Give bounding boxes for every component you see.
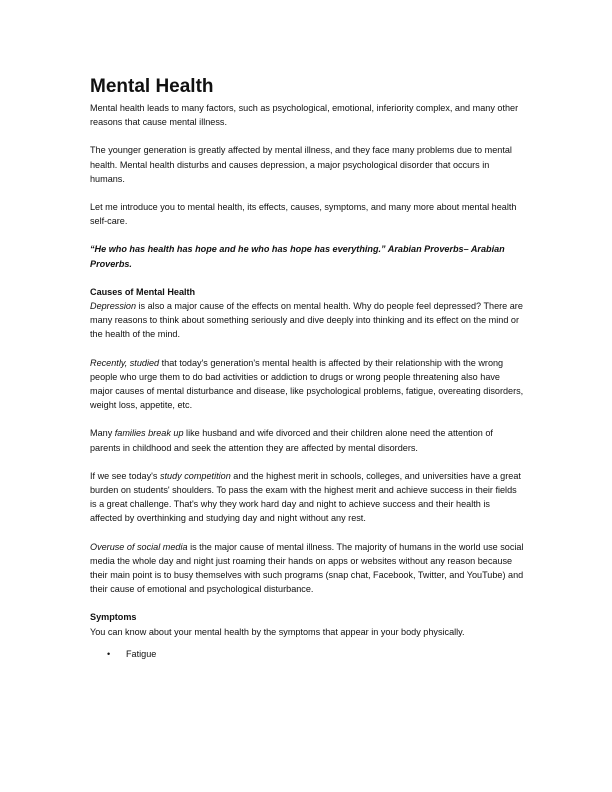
paragraph-text: is the major cause of mental illness. The majority of humans in the world use social media the whole day and night just roaming their hands on apps or websites without any reason because their main point is to busy themselves with such programs (snap chat, Facebook, Twitter, and YouTube) and their cause of emotional and psychological disturbance. (90, 541, 524, 595)
intro-paragraph-3: Let me introduce you to mental health, its effects, causes, symptoms, and many more about mental health self-care. (90, 202, 517, 227)
symptoms-intro: You can know about your mental health by the symptoms that appear in your body physically. (90, 626, 465, 637)
emphasis-text: Recently, studied (90, 357, 160, 368)
paragraph-text: and the highest merit in schools, colleges, and universities have a great burden on students' shoulders. To pass the exam with the highest merit and achieve success in their fields is a great challenge. That's why they work hard day and night to achieve success and their health is affected by overthinking and studying day and night without any rest. (90, 470, 521, 524)
cause-paragraph-families (90, 426, 524, 454)
emphasis-text: Overuse of social media (90, 541, 188, 552)
intro-paragraph-1: Mental health leads to many factors, such as psychological, emotional, inferiority complex, and many other reasons that cause mental illness. (90, 103, 519, 128)
cause-paragraph-study (90, 469, 524, 526)
intro-paragraph-2: The younger generation is greatly affected by mental illness, and they face many problems due to mental health. Mental health disturbs and causes depression, a major psychological disorder that occurs in humans. (90, 145, 512, 184)
cause-paragraph-social-media (90, 540, 524, 597)
symptoms-list (90, 647, 524, 661)
paragraph-text: Many (90, 428, 115, 439)
proverb-quote: “He who has health has hope and he who has hope has everything.” Arabian Proverbs– Arabian Proverbs. (90, 244, 505, 269)
emphasis-text: Depression (90, 301, 136, 312)
paragraph-text: is also a major cause of the effects on mental health. Why do people feel depressed? There are many reasons to think about something seriously and dive deeply into thinking and its effect on the mind or the health of the mind. (90, 301, 523, 340)
emphasis-text: families break up (114, 428, 184, 439)
paragraph-text: like husband and wife divorced and their children alone need the attention of parents in childhood and seek the attention they are affected by mental disorders. (90, 428, 493, 453)
paragraph-text: If we see today's (90, 470, 160, 481)
emphasis-text: study competition (159, 470, 231, 481)
cause-paragraph-depression (90, 299, 524, 342)
causes-heading: Causes of Mental Health (90, 286, 196, 297)
paragraph-text: that today's generation's mental health is affected by their relationship with the wrong people who urge them to do bad activities or addiction to drugs or wrong people threatening also have major causes of mental disturbance and disease, like psychological problems, fatigue, overeating disorders, weight loss, appetite, etc. (90, 357, 524, 411)
list-item-text: Fatigue (126, 648, 157, 659)
bullet-icon: • (107, 648, 111, 659)
list-item (107, 647, 524, 661)
symptoms-heading: Symptoms (90, 612, 137, 623)
page-title: Mental Health (90, 76, 214, 97)
cause-paragraph-relationships (90, 356, 524, 413)
